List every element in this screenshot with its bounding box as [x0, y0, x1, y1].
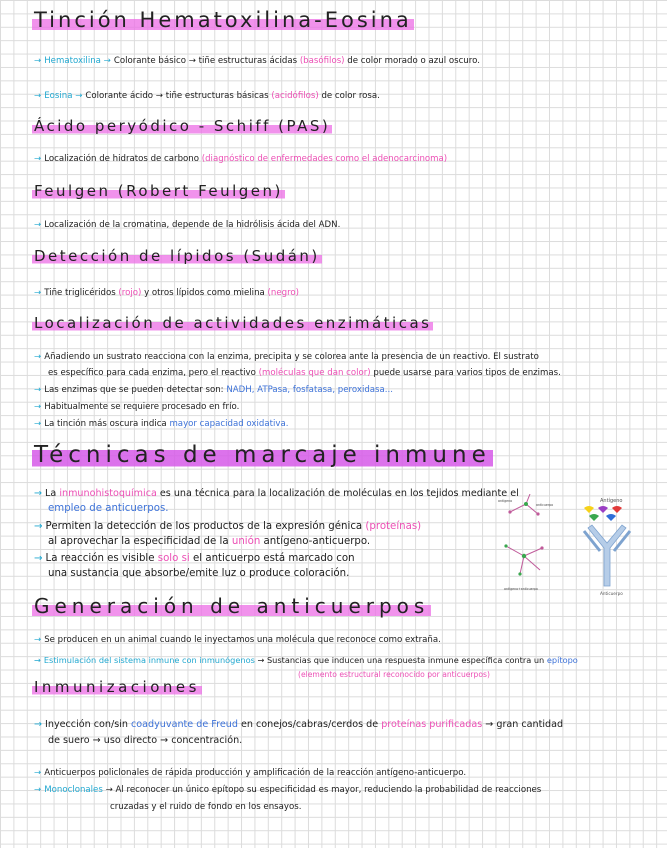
bullet-enzimas-1-cont: es específico para cada enzima, pero el reactivo (moléculas que dan color) puede usarse para varios tipos de enzimas. [48, 368, 561, 378]
antigen-antibody-illustration [496, 494, 640, 598]
bullet-hematoxilina: → Hematoxilina → Colorante básico → tiñe estructuras ácidas (basófilos) de color morado o azul oscuro. [34, 56, 480, 66]
bullet-gen-1: → Se producen en un animal cuando le inyectamos una molécula que reconoce como extraña. [34, 635, 441, 645]
bullet-lipidos: → Tiñe triglicéridos (rojo) y otros lípidos como mielina (negro) [34, 288, 300, 298]
label-small-3: antígeno+anticuerpo [504, 587, 538, 591]
title-feulgen: Feulgen (Robert Feulgen) [34, 182, 283, 200]
bullet-feulgen: → Localización de la cromatina, depende de la hidrólisis ácida del ADN. [34, 220, 341, 230]
antigen-shapes [584, 506, 622, 521]
arrow-icon: → [75, 91, 83, 101]
arrow-icon: → [34, 91, 42, 101]
arrow-icon: → [34, 385, 42, 395]
bullet-inm-1: → Inyección con/sin coadyuvante de Freud en conejos/cabras/cerdos de proteínas purificadas → gran cantidad [34, 719, 564, 730]
arrow-icon: → [34, 402, 42, 412]
arrow-icon: → [103, 56, 111, 66]
bullet-enzimas-1: → Añadiendo un sustrato reacciona con la enzima, precipita y se colorea ante la presencia de un reactivo. El sustrato [34, 352, 539, 362]
gen-2-paren: (elemento estructural reconocido por anticuerpos) [298, 670, 490, 679]
title-lipidos: Detección de lípidos (Sudán) [34, 247, 320, 265]
arrow-icon: → [34, 288, 42, 298]
bullet-marcaje-1-cont: empleo de anticuerpos. [48, 503, 169, 514]
arrow-icon: → [34, 635, 42, 645]
bullet-inm-1-cont: de suero → uso directo → concentración. [48, 735, 243, 746]
arrow-icon: → [34, 419, 42, 429]
arrow-icon: → [34, 553, 43, 564]
title-hematoxilina-eosina: Tinción Hematoxilina-Eosina [34, 8, 412, 32]
bullet-inm-3-cont: cruzadas y el ruido de fondo en los ensayos. [110, 802, 302, 812]
arrow-icon: → [34, 719, 43, 730]
title-pas: Ácido peryódico - Schiff (PAS) [34, 117, 331, 135]
label-small-1: antígeno [498, 499, 513, 503]
arrow-icon: → [34, 352, 42, 362]
label-small-2: anticuerpo [536, 503, 554, 507]
bullet-enzimas-4: → La tinción más oscura indica mayor capacidad oxidativa. [34, 419, 289, 429]
bullet-enzimas-3: → Habitualmente se requiere procesado en frío. [34, 402, 240, 412]
title-inmunizaciones: Inmunizaciones [34, 678, 200, 696]
arrow-icon: → [34, 220, 42, 230]
antigen-cluster-top [508, 494, 539, 516]
label-antigenos: Antígeno [600, 498, 623, 504]
antigen-cluster-bottom [504, 544, 543, 575]
label-anticuerpo: Anticuerpo [600, 591, 623, 596]
title-enzimas: Localización de actividades enzimáticas [34, 314, 432, 332]
bullet-inm-2: → Anticuerpos policlonales de rápida producción y amplificación de la reacción antígeno-anticuerpo. [34, 768, 467, 778]
title-marcaje-inmune: Técnicas de marcaje inmune [34, 442, 491, 468]
bullet-marcaje-2: → Permiten la detección de los productos de la expresión génica (proteínas) [34, 521, 422, 532]
bullet-marcaje-3: → La reacción es visible solo si el anticuerpo está marcado con [34, 553, 355, 564]
bullet-pas: → Localización de hidratos de carbono (diagnóstico de enfermedades como el adenocarcinoma) [34, 154, 448, 164]
arrow-icon: → [34, 785, 42, 795]
bullet-marcaje-1: → La inmunohistoquímica es una técnica para la localización de moléculas en los tejidos mediante el [34, 488, 519, 499]
bullet-gen-2: → Estimulación del sistema inmune con inmunógenos → Sustancias que inducen una respuesta inmune específica contra un epítopo [34, 655, 578, 665]
bullet-marcaje-3-cont: una sustancia que absorbe/emite luz o produce coloración. [48, 568, 350, 579]
antibody-shape [584, 525, 630, 586]
arrow-icon: → [34, 655, 41, 665]
bullet-marcaje-2-cont: al aprovechar la especificidad de la unión antígeno-anticuerpo. [48, 536, 371, 547]
title-generacion-anticuerpos: Generación de anticuerpos [34, 594, 430, 618]
bullet-inm-3: → Monoclonales → Al reconocer un único epítopo su especificidad es mayor, reduciendo la probabilidad de reacciones [34, 785, 542, 795]
arrow-icon: → [34, 521, 43, 532]
arrow-icon: → [34, 488, 43, 499]
bullet-enzimas-2: → Las enzimas que se pueden detectar son: NADH, ATPasa, fosfatasa, peroxidasa... [34, 385, 393, 395]
arrow-icon: → [34, 768, 42, 778]
bullet-eosina: → Eosina → Colorante ácido → tiñe estructuras básicas (acidófilos) de color rosa. [34, 91, 380, 101]
arrow-icon: → [34, 154, 42, 164]
arrow-icon: → [34, 56, 42, 66]
